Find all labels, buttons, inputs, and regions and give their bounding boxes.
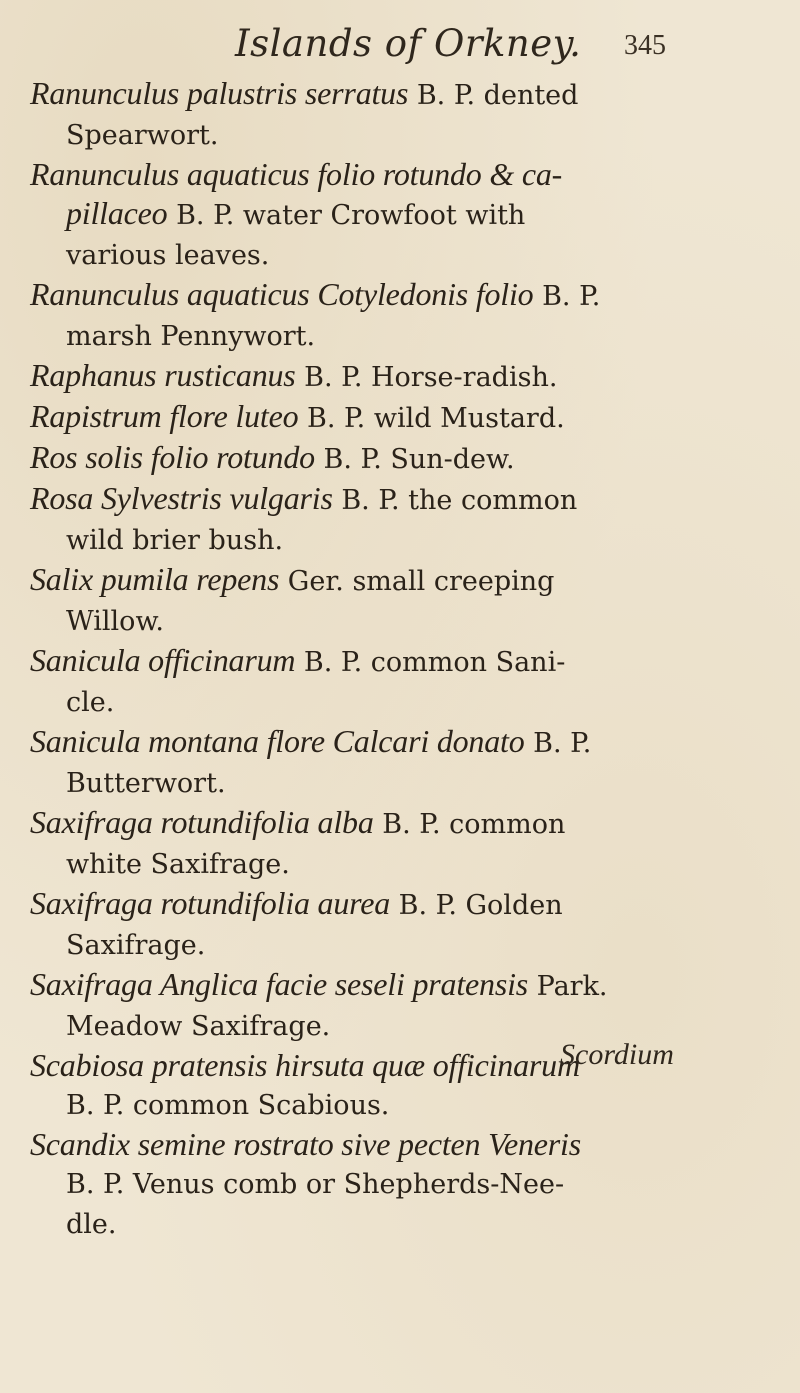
list-item: cle. — [66, 687, 115, 718]
list-item: Ranunculus palustris serratus B. P. dented — [30, 75, 579, 111]
list-item: Saxifraga rotundifolia alba B. P. common — [30, 804, 566, 840]
running-head-title: Islands of Orkney. — [235, 22, 582, 65]
list-item: Scandix semine rostrato sive pecten Veneris — [30, 1126, 581, 1162]
list-item: Spearwort. — [66, 120, 219, 151]
catchword: Scordium — [560, 1038, 674, 1071]
page-number: 345 — [624, 30, 666, 61]
list-item: wild brier bush. — [66, 525, 284, 556]
list-item: Scabiosa pratensis hirsuta quæ officinarum — [30, 1047, 580, 1083]
list-item: dle. — [66, 1209, 117, 1240]
list-item: Raphanus rusticanus B. P. Horse-radish. — [30, 357, 558, 393]
list-item: various leaves. — [66, 240, 270, 271]
list-item: B. P. Venus comb or Shepherds-Nee- — [66, 1169, 565, 1200]
list-item: Saxifraga Anglica facie seseli pratensis Park. — [30, 966, 608, 1002]
list-item: B. P. common Scabious. — [66, 1090, 390, 1121]
list-item: Sanicula officinarum B. P. common Sani- — [30, 642, 566, 678]
list-item: Rosa Sylvestris vulgaris B. P. the common — [30, 480, 578, 516]
running-head — [0, 22, 800, 72]
list-item: Rapistrum flore luteo B. P. wild Mustard. — [30, 398, 565, 434]
list-item: marsh Pennywort. — [66, 321, 316, 352]
list-item: Ranunculus aquaticus Cotyledonis folio B. P. — [30, 276, 601, 312]
list-item: Meadow Saxifrage. — [66, 1011, 331, 1042]
list-item: Willow. — [66, 606, 164, 637]
list-item: Salix pumila repens Ger. small creeping — [30, 561, 555, 597]
list-item: Butterwort. — [66, 768, 226, 799]
list-item: pillaceo B. P. water Crowfoot with — [66, 195, 526, 231]
list-item: Sanicula montana flore Calcari donato B. P. — [30, 723, 592, 759]
list-item: Ros solis folio rotundo B. P. Sun-dew. — [30, 439, 515, 475]
list-item: white Saxifrage. — [66, 849, 290, 880]
list-item: Saxifraga rotundifolia aurea B. P. Golden — [30, 885, 563, 921]
list-item: Ranunculus aquaticus folio rotundo & ca- — [30, 156, 563, 192]
list-item: Saxifrage. — [66, 930, 206, 961]
